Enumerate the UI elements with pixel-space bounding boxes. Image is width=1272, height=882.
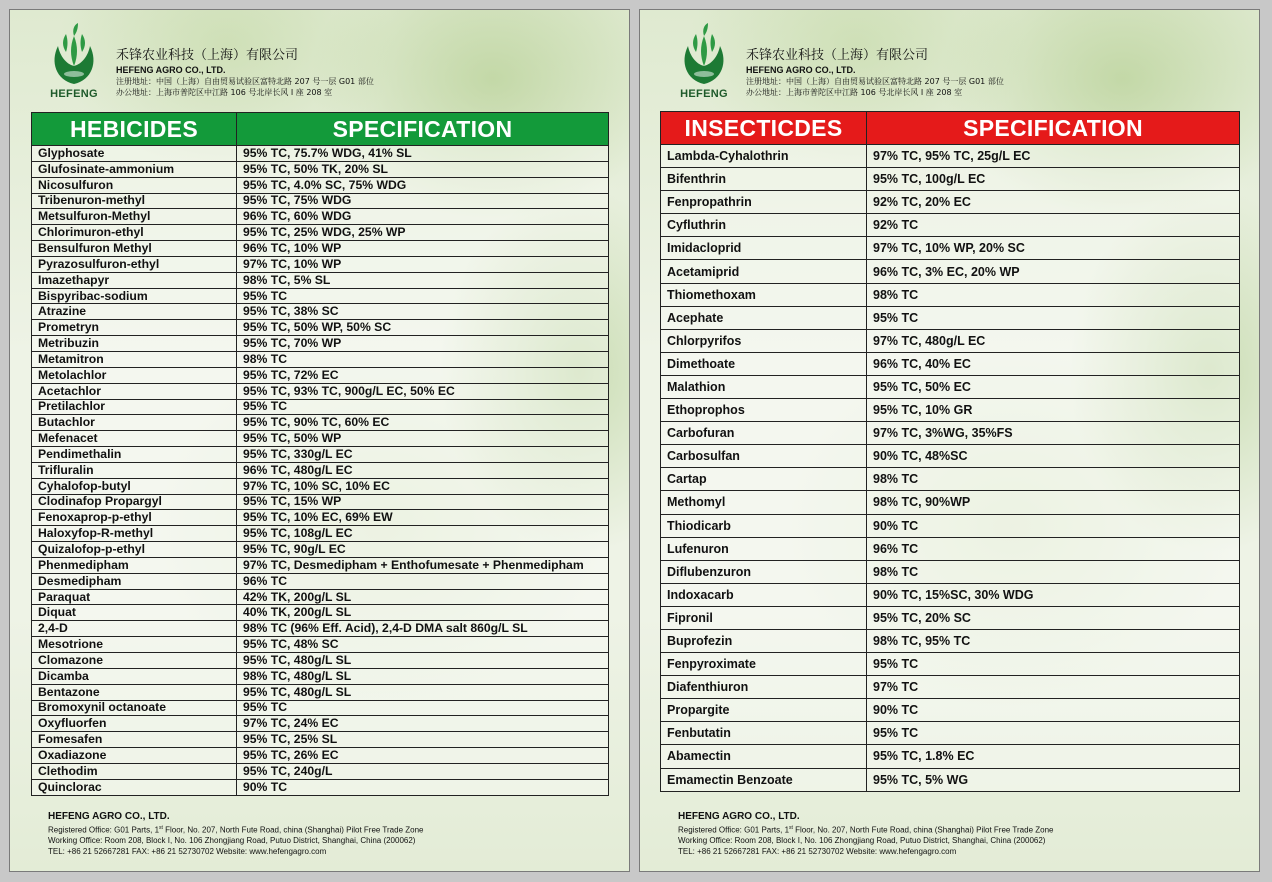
footer-registered-office: Registered Office: G01 Parts, 1st Floor, No. 207, North Fute Road, china (Shanghai) Pilot Free Trade Zone [48,825,424,835]
product-name-cell: Metamitron [32,351,237,367]
product-name-cell: Glyphosate [32,146,237,162]
footer-company-name: HEFENG AGRO CO., LTD. [678,811,800,822]
table-row [32,557,609,573]
specification-cell: 92% TC, 20% EC [867,191,1240,214]
table-row [32,272,609,288]
table-row [32,653,609,669]
table-row [32,589,609,605]
product-name-cell: Imidacloprid [661,237,867,260]
header-specification: SPECIFICATION [867,112,1240,145]
product-name-cell: Cyfluthrin [661,214,867,237]
product-name-cell: Bifenthrin [661,168,867,191]
table-row [661,283,1240,306]
company-name-en: HEFENG AGRO CO., LTD. [746,65,856,75]
product-name-cell: 2,4-D [32,621,237,637]
specification-cell: 95% TC, 100g/L EC [867,168,1240,191]
registered-address-cn: 注册地址：中国（上海）自由贸易试验区富特北路 207 号一层 G01 部位 [746,77,1004,86]
product-name-cell: Bentazone [32,684,237,700]
herbicides-rows [32,146,609,796]
product-name-cell: Dicamba [32,668,237,684]
specification-cell: 90% TC [867,699,1240,722]
product-name-cell: Pretilachlor [32,399,237,415]
specification-cell: 95% TC, 50% WP, 50% SC [237,320,609,336]
specification-cell: 95% TC, 20% SC [867,606,1240,629]
specification-cell: 90% TC [867,514,1240,537]
specification-cell: 98% TC (96% Eff. Acid), 2,4-D DMA salt 860g/L SL [237,621,609,637]
table-row [32,336,609,352]
product-name-cell: Prometryn [32,320,237,336]
herbicides-sheet [9,9,630,872]
table-row [32,573,609,589]
product-name-cell: Lufenuron [661,537,867,560]
specification-cell: 98% TC, 95% TC [867,629,1240,652]
specification-cell: 96% TC [237,573,609,589]
table-row [661,722,1240,745]
table-row [32,684,609,700]
product-name-cell: Mesotrione [32,637,237,653]
table-row [661,306,1240,329]
table-row [32,510,609,526]
header-product: HEBICIDES [32,113,237,146]
product-name-cell: Indoxacarb [661,583,867,606]
product-name-cell: Fenoxaprop-p-ethyl [32,510,237,526]
specification-cell: 95% TC, 75% WDG [237,193,609,209]
product-name-cell: Diflubenzuron [661,560,867,583]
table-row [32,763,609,779]
specification-cell: 95% TC, 15% WP [237,494,609,510]
specification-cell: 95% TC, 50% TK, 20% SL [237,161,609,177]
product-name-cell: Diquat [32,605,237,621]
table-row [32,668,609,684]
table-row [661,745,1240,768]
specification-cell: 96% TC, 3% EC, 20% WP [867,260,1240,283]
table-row [661,676,1240,699]
company-name-cn: 禾锋农业科技（上海）有限公司 [116,48,299,63]
product-name-cell: Metribuzin [32,336,237,352]
product-name-cell: Oxyfluorfen [32,716,237,732]
product-name-cell: Bispyribac-sodium [32,288,237,304]
table-row [661,606,1240,629]
table-row [32,637,609,653]
table-row [661,699,1240,722]
specification-cell: 97% TC [867,676,1240,699]
table-row [32,462,609,478]
specification-cell: 95% TC, 75.7% WDG, 41% SL [237,146,609,162]
product-name-cell: Diafenthiuron [661,676,867,699]
table-row [32,320,609,336]
company-header [746,48,1004,98]
product-name-cell: Phenmedipham [32,557,237,573]
product-name-cell: Fenpyroximate [661,653,867,676]
specification-cell: 95% TC, 5% WG [867,768,1240,791]
product-name-cell: Fenbutatin [661,722,867,745]
specification-cell: 95% TC [237,288,609,304]
company-name-cn: 禾锋农业科技（上海）有限公司 [746,48,929,63]
specification-cell: 98% TC, 5% SL [237,272,609,288]
table-row [661,629,1240,652]
product-name-cell: Clethodim [32,763,237,779]
company-header [116,48,374,98]
table-row [32,621,609,637]
table-row [661,329,1240,352]
product-name-cell: Atrazine [32,304,237,320]
company-logo [678,22,730,102]
specification-cell: 96% TC, 10% WP [237,241,609,257]
product-name-cell: Abamectin [661,745,867,768]
specification-cell: 95% TC [867,722,1240,745]
specification-cell: 95% TC, 10% EC, 69% EW [237,510,609,526]
product-name-cell: Oxadiazone [32,748,237,764]
table-row [32,431,609,447]
table-row [32,209,609,225]
footer [678,810,1054,857]
specification-cell: 95% TC, 330g/L EC [237,447,609,463]
specification-cell: 90% TC [237,779,609,795]
table-row [661,560,1240,583]
insecticides-sheet [639,9,1260,872]
specification-cell: 95% TC, 48% SC [237,637,609,653]
product-name-cell: Clodinafop Propargyl [32,494,237,510]
logo-text: HEFENG [50,88,98,100]
specification-cell: 97% TC, 3%WG, 35%FS [867,422,1240,445]
specification-cell: 95% TC [237,399,609,415]
specification-cell: 95% TC [867,306,1240,329]
table-row [32,478,609,494]
table-row [661,537,1240,560]
registered-address-cn: 注册地址：中国（上海）自由贸易试验区富特北路 207 号一层 G01 部位 [116,77,374,86]
table-row [661,468,1240,491]
product-name-cell: Lambda-Cyhalothrin [661,145,867,168]
specification-cell: 90% TC, 48%SC [867,445,1240,468]
table-row [32,241,609,257]
table-row [32,367,609,383]
product-name-cell: Metsulfuron-Methyl [32,209,237,225]
specification-cell: 97% TC, 95% TC, 25g/L EC [867,145,1240,168]
specification-cell: 95% TC, 93% TC, 900g/L EC, 50% EC [237,383,609,399]
leaf-logo-icon [678,22,730,86]
specification-cell: 95% TC [867,653,1240,676]
product-name-cell: Trifluralin [32,462,237,478]
specification-cell: 98% TC [867,468,1240,491]
footer-working-office: Working Office: Room 208, Block I, No. 106 Zhongjiang Road, Putuo District, Shanghai, China (200062) [678,836,1046,846]
table-row [32,256,609,272]
specification-cell: 95% TC, 1.8% EC [867,745,1240,768]
product-name-cell: Quizalofop-p-ethyl [32,542,237,558]
logo-text: HEFENG [680,88,728,100]
specification-cell: 96% TC, 40% EC [867,352,1240,375]
product-name-cell: Carbofuran [661,422,867,445]
product-name-cell: Thiomethoxam [661,283,867,306]
specification-cell: 40% TK, 200g/L SL [237,605,609,621]
specification-cell: 95% TC, 25% WDG, 25% WP [237,225,609,241]
herbicides-table [31,112,609,796]
product-name-cell: Cartap [661,468,867,491]
product-name-cell: Haloxyfop-R-methyl [32,526,237,542]
product-name-cell: Metolachlor [32,367,237,383]
specification-cell: 96% TC, 480g/L EC [237,462,609,478]
footer-company-name: HEFENG AGRO CO., LTD. [48,811,170,822]
table-row [32,494,609,510]
product-name-cell: Thiodicarb [661,514,867,537]
product-name-cell: Methomyl [661,491,867,514]
specification-cell: 95% TC, 480g/L SL [237,653,609,669]
specification-cell: 97% TC, 10% WP, 20% SC [867,237,1240,260]
company-logo [48,22,100,102]
specification-cell: 90% TC, 15%SC, 30% WDG [867,583,1240,606]
table-row [32,748,609,764]
specification-cell: 98% TC, 480g/L SL [237,668,609,684]
leaf-logo-icon [48,22,100,86]
table-row [32,542,609,558]
table-row [32,526,609,542]
insecticides-table [660,111,1240,792]
specification-cell: 97% TC, Desmedipham + Enthofumesate + Phenmedipham [237,557,609,573]
table-row [32,383,609,399]
product-name-cell: Carbosulfan [661,445,867,468]
product-name-cell: Bensulfuron Methyl [32,241,237,257]
specification-cell: 95% TC, 90g/L EC [237,542,609,558]
product-name-cell: Acetamiprid [661,260,867,283]
specification-cell: 95% TC, 108g/L EC [237,526,609,542]
product-name-cell: Acetachlor [32,383,237,399]
table-row [661,422,1240,445]
specification-cell: 95% TC, 26% EC [237,748,609,764]
table-row [661,583,1240,606]
table-row [661,768,1240,791]
footer [48,810,424,857]
table-row [661,260,1240,283]
product-name-cell: Buprofezin [661,629,867,652]
table-row [32,161,609,177]
table-row [661,191,1240,214]
product-name-cell: Chlorimuron-ethyl [32,225,237,241]
product-name-cell: Nicosulfuron [32,177,237,193]
specification-cell: 98% TC, 90%WP [867,491,1240,514]
product-name-cell: Ethoprophos [661,399,867,422]
table-row [32,447,609,463]
product-name-cell: Malathion [661,375,867,398]
footer-contact: TEL: +86 21 52667281 FAX: +86 21 52730702 Website: www.hefengagro.com [48,846,327,856]
specification-cell: 95% TC, 38% SC [237,304,609,320]
product-name-cell: Bromoxynil octanoate [32,700,237,716]
specification-cell: 95% TC, 90% TC, 60% EC [237,415,609,431]
specification-cell: 95% TC, 50% WP [237,431,609,447]
table-row [32,700,609,716]
office-address-cn: 办公地址：上海市普陀区中江路 106 号北岸长风 I 座 208 室 [746,88,963,97]
product-name-cell: Fipronil [661,606,867,629]
product-name-cell: Fomesafen [32,732,237,748]
table-row [661,514,1240,537]
product-name-cell: Paraquat [32,589,237,605]
table-row [32,399,609,415]
product-name-cell: Butachlor [32,415,237,431]
specification-cell: 42% TK, 200g/L SL [237,589,609,605]
specification-cell: 95% TC, 50% EC [867,375,1240,398]
specification-cell: 97% TC, 24% EC [237,716,609,732]
table-row [32,225,609,241]
product-name-cell: Cyhalofop-butyl [32,478,237,494]
table-row [661,491,1240,514]
table-row [32,177,609,193]
specification-cell: 92% TC [867,214,1240,237]
specification-cell: 98% TC [867,560,1240,583]
product-name-cell: Emamectin Benzoate [661,768,867,791]
table-row [661,653,1240,676]
office-address-cn: 办公地址：上海市普陀区中江路 106 号北岸长风 I 座 208 室 [116,88,333,97]
product-name-cell: Quinclorac [32,779,237,795]
table-row [32,779,609,795]
footer-contact: TEL: +86 21 52667281 FAX: +86 21 52730702 Website: www.hefengagro.com [678,846,957,856]
product-name-cell: Acephate [661,306,867,329]
table-row [661,168,1240,191]
specification-cell: 97% TC, 10% WP [237,256,609,272]
table-row [661,399,1240,422]
table-row [661,145,1240,168]
product-name-cell: Propargite [661,699,867,722]
product-name-cell: Pyrazosulfuron-ethyl [32,256,237,272]
product-name-cell: Imazethapyr [32,272,237,288]
footer-registered-office: Registered Office: G01 Parts, 1st Floor, No. 207, North Fute Road, china (Shanghai) Pilot Free Trade Zone [678,825,1054,835]
specification-cell: 98% TC [237,351,609,367]
table-header-row [661,112,1240,145]
specification-cell: 95% TC, 72% EC [237,367,609,383]
table-row [661,237,1240,260]
table-row [32,351,609,367]
table-row [32,193,609,209]
table-row [32,288,609,304]
specification-cell: 95% TC, 480g/L SL [237,684,609,700]
specification-cell: 98% TC [867,283,1240,306]
table-row [661,375,1240,398]
product-name-cell: Mefenacet [32,431,237,447]
specification-cell: 95% TC, 240g/L [237,763,609,779]
header-specification: SPECIFICATION [237,113,609,146]
specification-cell: 96% TC [867,537,1240,560]
table-row [661,352,1240,375]
specification-cell: 97% TC, 480g/L EC [867,329,1240,352]
header-product: INSECTICDES [661,112,867,145]
product-name-cell: Fenpropathrin [661,191,867,214]
product-name-cell: Desmedipham [32,573,237,589]
specification-cell: 95% TC, 10% GR [867,399,1240,422]
table-header-row [32,113,609,146]
specification-cell: 95% TC, 70% WP [237,336,609,352]
table-row [661,214,1240,237]
product-name-cell: Tribenuron-methyl [32,193,237,209]
table-row [32,605,609,621]
table-row [32,304,609,320]
product-name-cell: Chlorpyrifos [661,329,867,352]
specification-cell: 95% TC [237,700,609,716]
specification-cell: 97% TC, 10% SC, 10% EC [237,478,609,494]
table-row [32,716,609,732]
insecticides-rows [661,145,1240,792]
table-row [32,732,609,748]
specification-cell: 95% TC, 4.0% SC, 75% WDG [237,177,609,193]
table-row [32,415,609,431]
table-row [661,445,1240,468]
company-name-en: HEFENG AGRO CO., LTD. [116,65,226,75]
specification-cell: 95% TC, 25% SL [237,732,609,748]
product-name-cell: Clomazone [32,653,237,669]
table-row [32,146,609,162]
footer-working-office: Working Office: Room 208, Block I, No. 106 Zhongjiang Road, Putuo District, Shanghai, China (200062) [48,836,416,846]
product-name-cell: Pendimethalin [32,447,237,463]
specification-cell: 96% TC, 60% WDG [237,209,609,225]
product-name-cell: Glufosinate-ammonium [32,161,237,177]
product-name-cell: Dimethoate [661,352,867,375]
